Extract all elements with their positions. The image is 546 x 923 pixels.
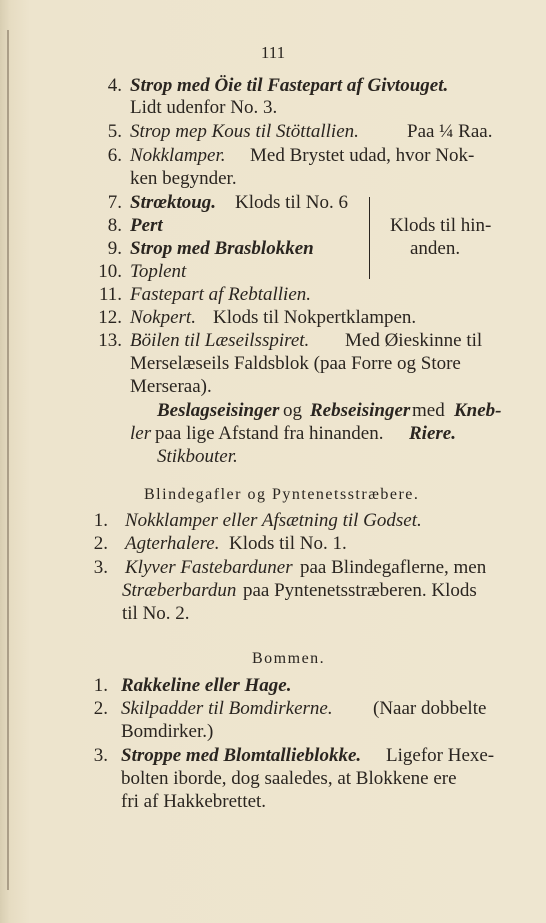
- item-text: Bomdirker.): [121, 721, 214, 742]
- grouping-brace: [369, 197, 374, 279]
- line-number: 2.: [93, 533, 108, 554]
- item-text: Strop med Brasblokken: [130, 238, 314, 259]
- item-text: Nokklamper eller Afsætning til Godset.: [125, 510, 422, 531]
- section-heading: Bommen.: [252, 650, 326, 667]
- item-text: Stroppe med Blomtallieblokke.: [121, 745, 362, 766]
- item-text: Böilen til Læseilsspiret.: [130, 330, 310, 351]
- page-binding-edge: [7, 30, 9, 890]
- item-text: og: [283, 400, 302, 421]
- item-text: Klods til No. 1.: [229, 533, 347, 554]
- line-number: 13.: [98, 330, 122, 351]
- item-text: Lidt udenfor No. 3.: [130, 97, 278, 118]
- item-text: Pert: [130, 215, 163, 236]
- item-text: ler: [130, 423, 152, 444]
- item-text: Toplent: [130, 261, 187, 282]
- line-number: 3.: [93, 557, 108, 578]
- item-text: fri af Hakkebrettet.: [121, 791, 267, 812]
- line-number: 6.: [107, 145, 122, 166]
- item-text: Klyver Fastebarduner: [125, 557, 293, 578]
- item-text: Paa ¼ Raa.: [407, 121, 493, 142]
- item-text: Klods til No. 6: [235, 192, 348, 213]
- item-text: Klods til Nokpertklampen.: [213, 307, 417, 328]
- line-number: 11.: [98, 284, 122, 305]
- item-text: Fastepart af Rebtallien.: [130, 284, 312, 305]
- line-number: 8.: [107, 215, 122, 236]
- line-number: 7.: [107, 192, 122, 213]
- line-number: 12.: [98, 307, 122, 328]
- page-number: 111: [260, 43, 286, 62]
- line-number: 9.: [107, 238, 122, 259]
- line-number: 1.: [93, 510, 108, 531]
- item-text: Ligefor Hexe-: [386, 745, 495, 766]
- item-text: paa lige Afstand fra hinanden.: [155, 423, 384, 444]
- item-text: Strop mep Kous til Stöttallien.: [130, 121, 359, 142]
- item-text: Stræberbardun: [122, 580, 237, 601]
- item-text: paa Blindegaflerne, men: [300, 557, 487, 578]
- item-text: med: [412, 400, 445, 421]
- item-text: paa Pyntenetsstræberen. Klods: [243, 580, 477, 601]
- item-text: Rakkeline eller Hage.: [121, 675, 292, 696]
- line-number: 2.: [93, 698, 108, 719]
- item-text: bolten iborde, dog saaledes, at Blokkene ere: [121, 768, 457, 789]
- item-text: Merselæseils Faldsblok (paa Forre og Store: [130, 353, 461, 374]
- item-text: (Naar dobbelte: [373, 698, 487, 719]
- line-number: 1.: [93, 675, 108, 696]
- item-text: Riere.: [409, 423, 456, 444]
- item-text: Strœktoug.: [130, 192, 217, 213]
- item-text: Merseraa).: [130, 376, 212, 397]
- section-heading: Blindegafler og Pyntenetsstræbere.: [144, 486, 420, 503]
- item-text: Kneb-: [454, 400, 502, 421]
- line-number: 5.: [107, 121, 122, 142]
- item-text: Med Brystet udad, hvor Nok-: [250, 145, 475, 166]
- item-text: Agterhalere.: [125, 533, 220, 554]
- item-text: ken begynder.: [130, 168, 237, 189]
- item-text: Klods til hin-: [390, 215, 492, 236]
- item-text: Stikbouter.: [157, 446, 238, 467]
- item-text: Strop med Öie til Fastepart af Givtouget.: [130, 75, 449, 96]
- item-text: Nokpert.: [130, 307, 196, 328]
- item-text: Rebseisinger: [310, 400, 411, 421]
- line-number: 10.: [98, 261, 122, 282]
- item-text: Skilpadder til Bomdirkerne.: [121, 698, 333, 719]
- item-text: til No. 2.: [122, 603, 190, 624]
- line-number: 4.: [107, 75, 122, 96]
- item-text: Med Øieskinne til: [345, 330, 483, 351]
- item-text: Nokklamper.: [130, 145, 226, 166]
- line-number: 3.: [93, 745, 108, 766]
- item-text: Beslagseisinger: [157, 400, 280, 421]
- item-text: anden.: [410, 238, 461, 259]
